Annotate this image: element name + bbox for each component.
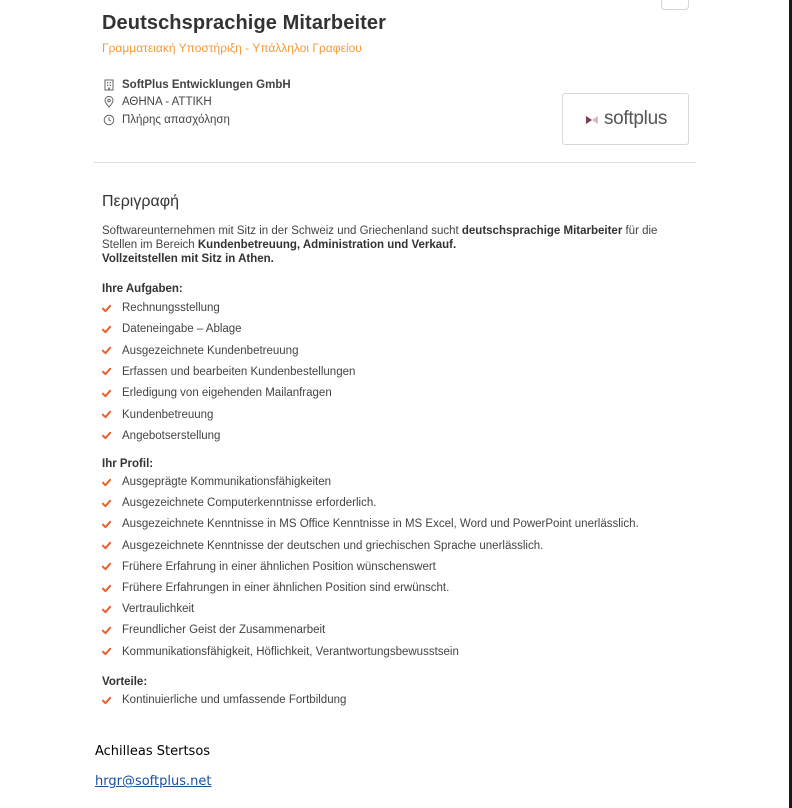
- list-item: [102, 302, 220, 314]
- signature-email-link[interactable]: hrgr@softplus.net: [95, 774, 212, 789]
- check-icon: [102, 647, 111, 656]
- list-item-text: Ausgezeichnete Kundenbetreuung: [122, 344, 299, 357]
- company-logo[interactable]: [562, 93, 689, 145]
- benefits-heading: Vorteile:: [102, 676, 148, 688]
- list-item-text: Kundenbetreuung: [122, 408, 214, 421]
- list-item-text: Frühere Erfahrungen in einer ähnlichen Position sind erwünscht.: [122, 582, 450, 594]
- intro-text-3: für die Stellen im Bereich: [102, 225, 658, 251]
- list-item: [102, 387, 332, 399]
- company-name[interactable]: SoftPlus Entwicklungen GmbH: [122, 79, 291, 91]
- list-item: [102, 345, 298, 357]
- job-category-link[interactable]: Γραμματειακή Υποστήριξη - Υπάλληλοι Γραφείου: [102, 41, 362, 55]
- profile-heading: Ihr Profil:: [102, 458, 154, 470]
- list-item: [102, 624, 325, 636]
- list-item: [102, 561, 436, 573]
- check-icon: [102, 325, 111, 334]
- check-icon: [102, 605, 111, 614]
- check-icon: [102, 541, 111, 550]
- location-text: ΑΘΗΝΑ - ΑΤΤΙΚΗ: [122, 96, 212, 108]
- check-icon: [102, 499, 111, 508]
- list-item-text: Angebotserstellung: [122, 429, 221, 442]
- employment-type-text: Πλήρης απασχόληση: [122, 114, 230, 126]
- intro-text-2: deutschsprachige Mitarbeiter: [461, 225, 623, 237]
- list-item: [102, 497, 376, 509]
- divider: [94, 162, 696, 163]
- description-heading: Περιγραφή: [102, 193, 179, 210]
- list-item-text: Ausgeprägte Kommunikationsfähigkeiten: [122, 476, 332, 488]
- check-icon: [102, 389, 111, 398]
- list-item-text: Ausgezeichnete Kenntnisse der deutschen und griechischen Sprache unerlässlich.: [122, 539, 544, 552]
- intro-text-5: Vollzeitstellen mit Sitz in Athen.: [102, 253, 274, 265]
- job-title: Deutschsprachige Mitarbeiter: [102, 12, 386, 34]
- list-item-text: Freundlicher Geist der Zusammenarbeit: [122, 624, 326, 637]
- list-item: [102, 694, 346, 706]
- employment-type-row: [103, 114, 230, 126]
- intro-text-1: Softwareunternehmen mit Sitz in der Schweiz und Griechenland sucht: [102, 225, 462, 237]
- list-item-text: Ausgezeichnete Kenntnisse in MS Office Kenntnisse in MS Excel, Word und PowerPoint unerlässlich.: [122, 518, 639, 531]
- check-icon: [102, 562, 111, 571]
- list-item: [102, 603, 194, 615]
- map-pin-icon: [103, 96, 115, 108]
- list-item-text: Erfassen und bearbeiten Kundenbestellungen: [122, 365, 356, 378]
- list-item: [102, 540, 543, 552]
- check-icon: [102, 431, 111, 440]
- top-action-button[interactable]: [661, 0, 689, 10]
- check-icon: [102, 626, 111, 635]
- intro-text-4: Kundenbetreuung, Administration und Verkauf.: [197, 239, 457, 251]
- list-item: [102, 476, 331, 488]
- list-item: [102, 409, 213, 421]
- softplus-logo-mark: [584, 112, 600, 128]
- check-icon: [102, 410, 111, 419]
- list-item-text: Dateneingabe – Ablage: [122, 323, 242, 336]
- list-item: [102, 323, 242, 335]
- list-item: [102, 646, 459, 658]
- list-item-text: Ausgezeichnete Computerkenntnisse erforderlich.: [122, 497, 377, 510]
- list-item-text: Rechnungsstellung: [122, 302, 220, 314]
- check-icon: [102, 478, 111, 487]
- list-item: [102, 518, 639, 530]
- location-row: [103, 96, 212, 108]
- list-item-text: Erledigung von eigehenden Mailanfragen: [122, 387, 332, 400]
- description-intro: [102, 224, 672, 266]
- logo-text: softplus: [603, 108, 668, 129]
- check-icon: [102, 304, 111, 313]
- tasks-heading: Ihre Aufgaben:: [102, 283, 183, 295]
- check-icon: [102, 367, 111, 376]
- building-icon: [103, 79, 115, 91]
- list-item-text: Kontinuierliche und umfassende Fortbildung: [122, 694, 347, 706]
- check-icon: [102, 520, 111, 529]
- check-icon: [102, 696, 111, 705]
- signature-name: Achilleas Stertsos: [95, 744, 211, 759]
- check-icon: [102, 346, 111, 355]
- list-item-text: Kommunikationsfähigkeit, Höflichkeit, Verantwortungsbewusstsein: [122, 645, 459, 658]
- list-item-text: Vertraulichkeit: [122, 603, 195, 616]
- list-item: [102, 582, 449, 594]
- list-item: [102, 430, 220, 442]
- company-row: [103, 79, 291, 91]
- list-item: [102, 366, 355, 378]
- check-icon: [102, 584, 111, 593]
- list-item-text: Frühere Erfahrung in einer ähnlichen Position wünschenswert: [122, 560, 436, 573]
- clock-icon: [103, 114, 115, 126]
